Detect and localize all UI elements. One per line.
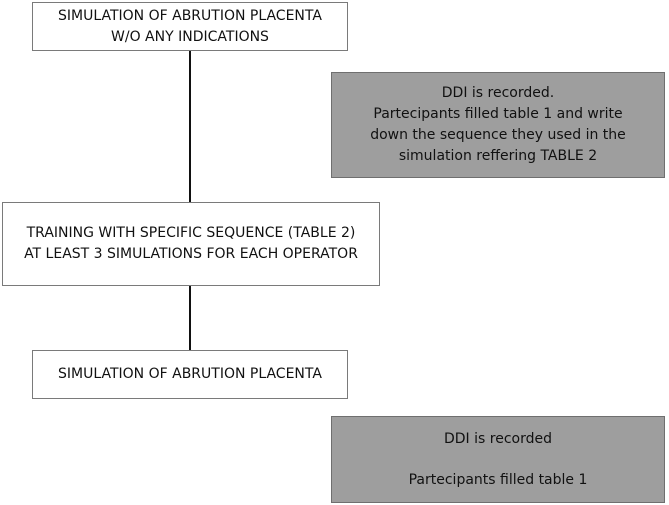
note1-line4: simulation reffering TABLE 2 [398,148,598,164]
note2-line2: Partecipants filled table 1 [408,471,588,488]
step-training-specific-sequence [2,202,380,286]
note1-line3: down the sequence they used in the [370,127,626,143]
step2-line1: TRAINING WITH SPECIFIC SEQUENCE (TABLE 2) [26,225,356,241]
note-ddi-recorded-first [331,72,665,178]
connector-step2-step3 [189,286,191,350]
step-simulation-abrution-placenta [32,350,348,399]
note1-line2: Partecipants filled table 1 and write [373,106,623,122]
note-ddi-recorded-second [331,416,665,503]
step1-line2: W/O ANY INDICATIONS [111,28,269,45]
note1-line1: DDI is recorded. [441,85,555,101]
step1-line1: SIMULATION OF ABRUTION PLACENTA [58,7,322,24]
step2-line2: AT LEAST 3 SIMULATIONS FOR EACH OPERATOR [24,246,358,262]
connector-step1-step2 [189,51,191,202]
note2-line1: DDI is recorded [444,430,552,447]
step3-line1: SIMULATION OF ABRUTION PLACENTA [58,366,322,382]
step-simulation-without-indications [32,2,348,51]
